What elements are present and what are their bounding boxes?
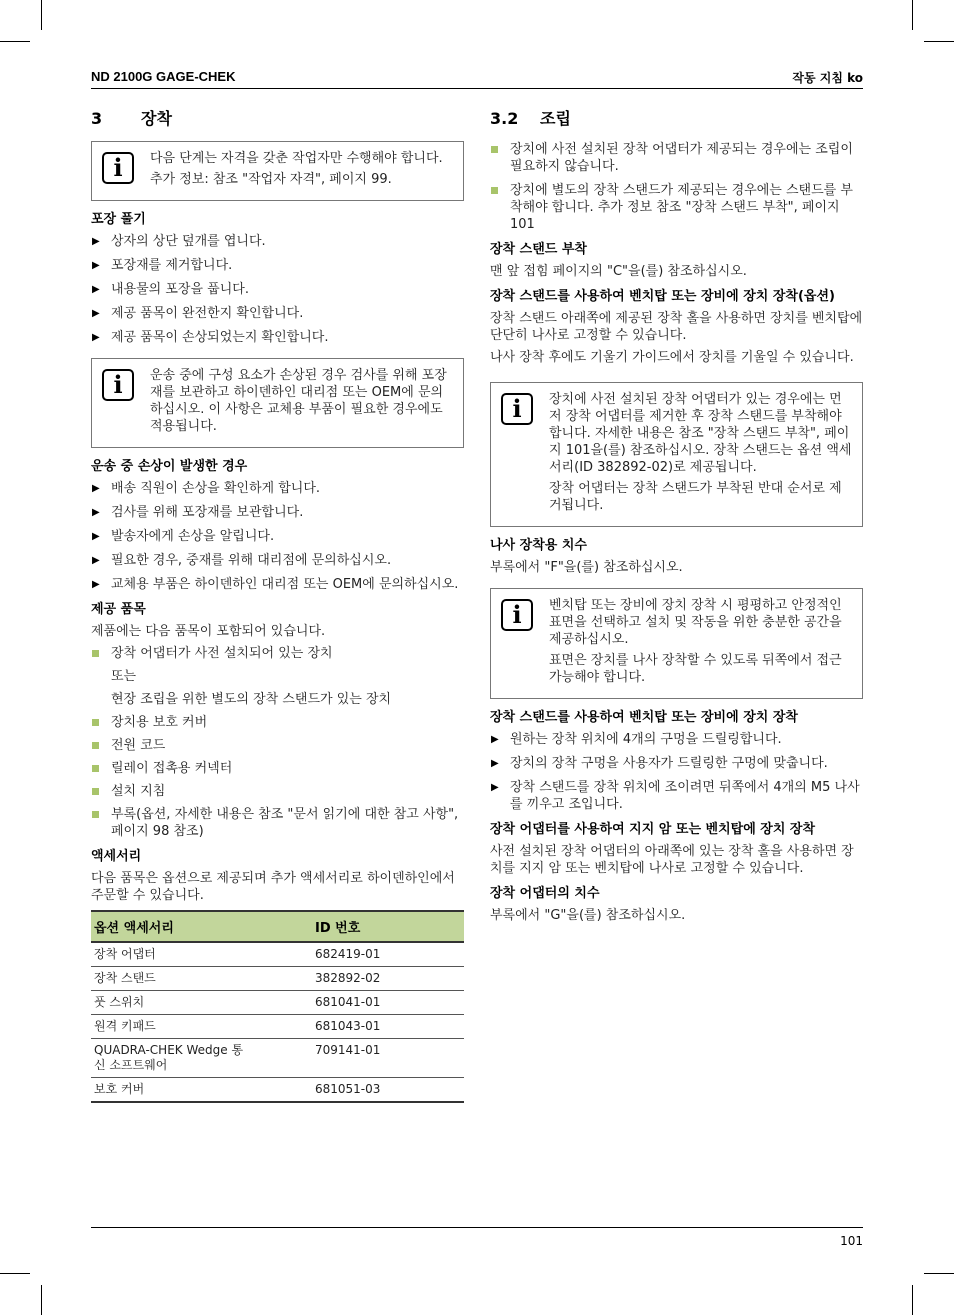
crop-mark bbox=[0, 1273, 30, 1274]
bench-mount-list bbox=[490, 731, 863, 813]
note-text: 추가 정보: 참조 "작업자 자격", 페이지 99. bbox=[150, 172, 392, 187]
intro-list bbox=[490, 141, 863, 233]
list-item: ▶ 배송 직원이 손상을 확인하게 합니다. bbox=[91, 480, 464, 497]
table-row bbox=[91, 1078, 464, 1103]
paragraph: 다음 품목은 옵션으로 제공되며 추가 액세서리로 하이덴하인에서 주문할 수 있습니다. bbox=[91, 871, 455, 903]
accessory-table bbox=[91, 910, 464, 1103]
section-number: 3.2 bbox=[490, 109, 519, 128]
table-cell: 682419-01 bbox=[312, 942, 464, 967]
table-cell: 382892-02 bbox=[312, 967, 464, 991]
info-note bbox=[490, 588, 863, 699]
list-item: ▶ 검사를 위해 포장재를 보관합니다. bbox=[91, 504, 464, 521]
list-item: 장치용 보호 커버 bbox=[91, 714, 464, 731]
list-item: ▶ 포장재를 제거합니다. bbox=[91, 257, 464, 274]
info-icon: i bbox=[102, 369, 134, 401]
list-item: ▶ 상자의 상단 덮개를 엽니다. bbox=[91, 233, 464, 250]
list-item: ▶ 필요한 경우, 중재를 위해 대리점에 문의하십시오. bbox=[91, 552, 464, 569]
list-item: ▶ 제공 품목이 완전한지 확인합니다. bbox=[91, 305, 464, 322]
paragraph: 제품에는 다음 품목이 포함되어 있습니다. bbox=[91, 624, 326, 639]
subsection-title: 장착 스탠드를 사용하여 벤치탑 또는 장비에 장치 장착 bbox=[490, 710, 798, 725]
note-text: 벤치탑 또는 장비에 장치 장착 시 평평하고 안정적인 표면을 선택하고 설치 및 작동을 위한 충분한 공간을 제공하십시오. bbox=[549, 598, 842, 647]
table-cell: 장착 어댑터 bbox=[91, 942, 312, 967]
list-item: ▶ 장착 스탠드를 장착 위치에 조이려면 뒤쪽에서 4개의 M5 나사를 끼우고 조입니다. bbox=[490, 779, 863, 813]
list-item: 부록(옵션, 자세한 내용은 참조 "문서 읽기에 대한 참고 사항", 페이지 98 참조) bbox=[91, 806, 464, 840]
subsection-title: 운송 중 손상이 발생한 경우 bbox=[91, 459, 248, 474]
table-cell: 681051-03 bbox=[312, 1078, 464, 1103]
list-item: ▶ 발송자에게 손상을 알립니다. bbox=[91, 528, 464, 545]
table-cell: 보호 커버 bbox=[91, 1078, 312, 1103]
list-item: ▶ 내용물의 포장을 풉니다. bbox=[91, 281, 464, 298]
table-row bbox=[91, 967, 464, 991]
header-title: ND 2100G GAGE-CHEK bbox=[91, 69, 236, 84]
list-item: 설치 지침 bbox=[91, 783, 464, 800]
paragraph: 부록에서 "G"을(를) 참조하십시오. bbox=[490, 908, 686, 923]
table-row bbox=[91, 942, 464, 967]
info-icon: i bbox=[501, 393, 533, 425]
left-column bbox=[91, 106, 464, 1103]
paragraph: 장착 스탠드 아래쪽에 제공된 장착 홀을 사용하면 장치를 벤치탑에 단단히 나사로 고정할 수 있습니다. bbox=[490, 311, 863, 343]
table-cell: 681043-01 bbox=[312, 1015, 464, 1039]
info-note bbox=[490, 382, 863, 527]
note-text: 표면은 장치를 나사 장착할 수 있도록 뒤쪽에서 접근 가능해야 합니다. bbox=[549, 653, 842, 685]
subsection-title: 포장 풀기 bbox=[91, 212, 146, 227]
supply-list bbox=[91, 645, 464, 840]
note-text: 다음 단계는 자격을 갖춘 작업자만 수행해야 합니다. bbox=[150, 151, 443, 166]
list-item-text: 장착 어댑터가 사전 설치되어 있는 장치 bbox=[111, 646, 333, 661]
subsection-title: 장착 스탠드를 사용하여 벤치탑 또는 장비에 장치 장착(옵션) bbox=[490, 289, 835, 304]
section-number: 3 bbox=[91, 109, 103, 128]
table-header-row bbox=[91, 911, 464, 942]
crop-mark bbox=[0, 41, 30, 42]
subsection-title: 장착 어댑터의 치수 bbox=[490, 886, 600, 901]
header-doc-type: 작동 지침 ko bbox=[792, 71, 863, 85]
table-row bbox=[91, 1015, 464, 1039]
list-item bbox=[91, 645, 464, 708]
note-text: 장착 어댑터는 장착 스탠드가 부착된 반대 순서로 제거됩니다. bbox=[549, 481, 842, 513]
crop-mark bbox=[924, 1273, 954, 1274]
list-item: ▶ 제공 품목이 손상되었는지 확인합니다. bbox=[91, 329, 464, 346]
crop-mark bbox=[41, 1285, 42, 1315]
subsection-title: 장착 어댑터를 사용하여 지지 암 또는 벤치탑에 장치 장착 bbox=[490, 822, 816, 837]
table-cell: 681041-01 bbox=[312, 991, 464, 1015]
subsection-title: 장착 스탠드 부착 bbox=[490, 242, 587, 257]
list-item-or: 또는 bbox=[111, 669, 137, 684]
table-header-cell: 옵션 액세서리 bbox=[91, 911, 312, 942]
table-cell: 원격 키패드 bbox=[91, 1015, 312, 1039]
note-text: 운송 중에 구성 요소가 손상된 경우 검사를 위해 포장재를 보관하고 하이덴하인 대리점 또는 OEM에 문의하십시오. 이 사항은 교체용 부품이 필요한 경우에도 적용됩니다. bbox=[150, 368, 447, 434]
paragraph: 나사 장착 후에도 기울기 가이드에서 장치를 기울일 수 있습니다. bbox=[490, 350, 854, 365]
paragraph: 부록에서 "F"을(를) 참조하십시오. bbox=[490, 560, 683, 575]
list-item: ▶ 장치의 장착 구멍을 사용자가 드릴링한 구멍에 맞춥니다. bbox=[490, 755, 863, 772]
table-cell: 장착 스탠드 bbox=[91, 967, 312, 991]
note-text: 장치에 사전 설치된 장착 어댑터가 있는 경우에는 먼저 장착 어댑터를 제거한 후 장착 스탠드를 부착해야 합니다. 자세한 내용은 참조 "장착 스탠드 부착", 페이지 101을(를) 참조하십시오. 장착 스탠드는 옵션 액세서리(ID 382892-02)로 제공됩니다. bbox=[549, 392, 852, 475]
list-item: 장치에 별도의 장착 스탠드가 제공되는 경우에는 스탠드를 부착해야 합니다. 추가 정보 참조 "장착 스탠드 부착", 페이지 101 bbox=[490, 182, 863, 233]
info-icon: i bbox=[102, 152, 134, 184]
subsection-title: 나사 장착용 치수 bbox=[490, 538, 587, 553]
unpack-list bbox=[91, 233, 464, 346]
info-note bbox=[91, 358, 464, 448]
section-heading bbox=[490, 106, 863, 129]
subsection-title: 제공 품목 bbox=[91, 602, 146, 617]
crop-mark bbox=[41, 0, 42, 30]
table-row bbox=[91, 991, 464, 1015]
section-title: 조립 bbox=[540, 109, 571, 128]
table-cell: 풋 스위치 bbox=[91, 991, 312, 1015]
table-row bbox=[91, 1039, 464, 1078]
paragraph: 사전 설치된 장착 어댑터의 아래쪽에 있는 장착 홀을 사용하면 장치를 지지 암 또는 벤치탑에 나사로 고정할 수 있습니다. bbox=[490, 844, 854, 876]
list-item: 장치에 사전 설치된 장착 어댑터가 제공되는 경우에는 조립이 필요하지 않습니다. bbox=[490, 141, 863, 175]
table-header-cell: ID 번호 bbox=[312, 911, 464, 942]
info-note bbox=[91, 141, 464, 201]
crop-mark bbox=[912, 1285, 913, 1315]
info-icon: i bbox=[501, 599, 533, 631]
list-item: ▶ 원하는 장착 위치에 4개의 구멍을 드릴링합니다. bbox=[490, 731, 863, 748]
paragraph: 맨 앞 접힘 페이지의 "C"을(를) 참조하십시오. bbox=[490, 264, 747, 279]
list-item: 전원 코드 bbox=[91, 737, 464, 754]
table-cell: QUADRA-CHEK Wedge 통신 소프트웨어 bbox=[91, 1039, 312, 1078]
crop-mark bbox=[924, 41, 954, 42]
subsection-title: 액세서리 bbox=[91, 849, 142, 864]
page-footer bbox=[91, 1227, 863, 1248]
table-cell: 709141-01 bbox=[312, 1039, 464, 1078]
crop-mark bbox=[912, 0, 913, 30]
list-item-alt: 현장 조립을 위한 별도의 장착 스탠드가 있는 장치 bbox=[111, 692, 392, 707]
list-item: ▶ 교체용 부품은 하이덴하인 대리점 또는 OEM에 문의하십시오. bbox=[91, 576, 464, 593]
section-heading bbox=[91, 106, 464, 129]
right-column bbox=[490, 106, 863, 929]
section-title: 장착 bbox=[141, 109, 172, 128]
page-header bbox=[91, 66, 863, 89]
list-item: 릴레이 접촉용 커넥터 bbox=[91, 760, 464, 777]
damage-list bbox=[91, 480, 464, 593]
page-number: 101 bbox=[840, 1234, 863, 1248]
